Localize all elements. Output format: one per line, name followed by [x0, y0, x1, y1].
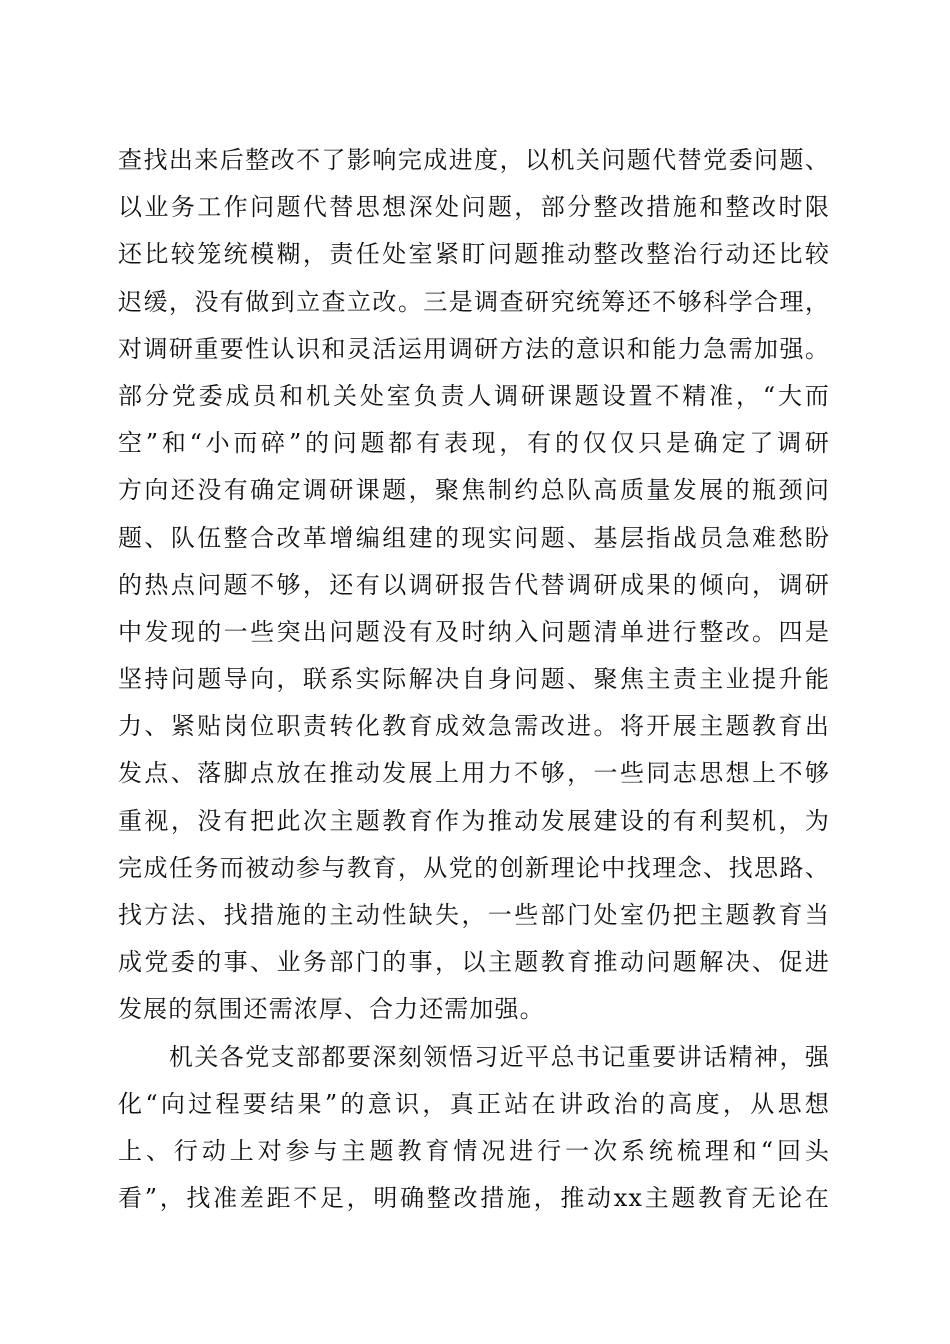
text-line: 还比较笼统模糊，责任处室紧盯问题推动整改整治行动还比较: [118, 240, 830, 269]
paragraph-2: [118, 1034, 830, 1223]
text-line: 成党委的事、业务部门的事，以主题教育推动问题解决、促进: [118, 948, 830, 977]
text-line: 中发现的一些突出问题没有及时纳入问题清单进行整改。四是: [118, 617, 830, 646]
text-line: 上、行动上对参与主题教育情况进行一次系统梳理和“回头: [118, 1136, 830, 1165]
text-line: 力、紧贴岗位职责转化教育成效急需改进。将开展主题教育出: [118, 712, 830, 741]
text-line: 迟缓，没有做到立查立改。三是调查研究统筹还不够科学合理，: [118, 287, 830, 316]
text-line: 找方法、找措施的主动性缺失，一些部门处室仍把主题教育当: [118, 901, 830, 929]
text-line: 坚持问题导向，联系实际解决自身问题、聚焦主责主业提升能: [118, 665, 830, 694]
text-line: 的热点问题不够，还有以调研报告代替调研成果的倾向，调研: [118, 570, 830, 599]
text-line: 题、队伍整合改革增编组建的现实问题、基层指战员急难愁盼: [118, 523, 830, 552]
document-body: [118, 137, 830, 1222]
text-line: 对调研重要性认识和灵活运用调研方法的意识和能力急需加强。: [118, 334, 830, 363]
text-line: 完成任务而被动参与教育，从党的创新理论中找理念、找思路、: [118, 853, 830, 882]
text-line: 重视，没有把此次主题教育作为推动发展建设的有利契机，为: [118, 806, 830, 835]
text-line: 化“向过程要结果”的意识，真正站在讲政治的高度，从思想: [118, 1089, 830, 1118]
text-line: 机关各党支部都要深刻领悟习近平总书记重要讲话精神，强: [118, 1042, 830, 1071]
text-line: 查找出来后整改不了影响完成进度，以机关问题代替党委问题、: [118, 146, 830, 174]
text-line: 发展的氛围还需浓厚、合力还需加强。: [118, 995, 545, 1024]
paragraph-1: [118, 137, 830, 1034]
text-line: 以业务工作问题代替思想深处问题，部分整改措施和整改时限: [118, 193, 830, 222]
text-line: 方向还没有确定调研课题，聚焦制约总队高质量发展的瓶颈问: [118, 476, 830, 505]
text-line: 部分党委成员和机关处室负责人调研课题设置不精准，“大而: [118, 381, 830, 410]
text-line: 发点、落脚点放在推动发展上用力不够，一些同志思想上不够: [118, 759, 830, 788]
text-line: 看”，找准差距不足，明确整改措施，推动xx主题教育无论在: [118, 1184, 830, 1213]
text-line: 空”和“小而碎”的问题都有表现，有的仅仅只是确定了调研: [118, 429, 830, 458]
